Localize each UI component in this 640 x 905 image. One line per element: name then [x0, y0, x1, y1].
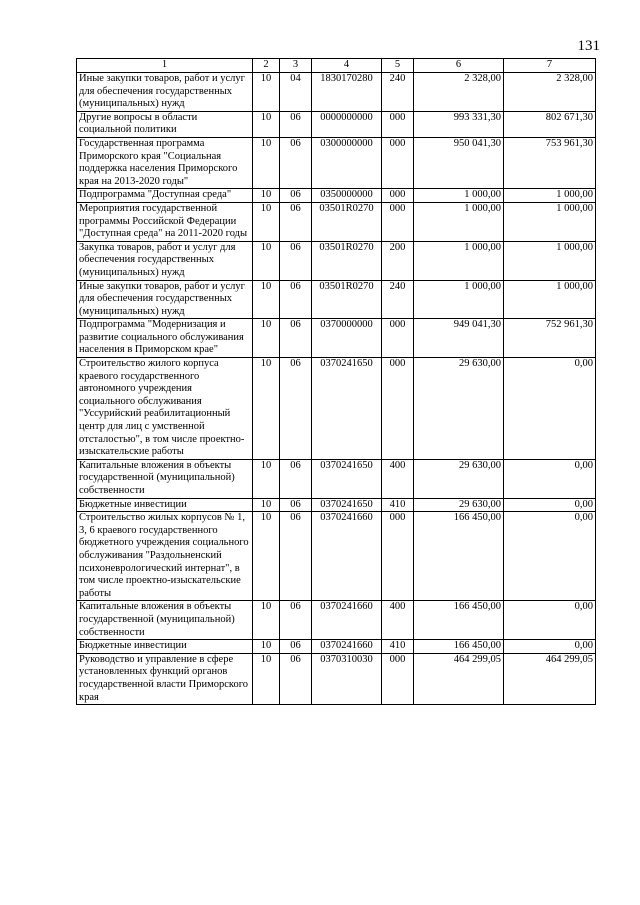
subsection-code: 06 — [280, 601, 312, 640]
row-name: Капитальные вложения в объекты государственной (муниципальной) собственности — [77, 601, 253, 640]
section-code: 10 — [253, 137, 280, 188]
column-header: 3 — [280, 59, 312, 73]
table-row — [77, 640, 596, 654]
amount-col-7: 0,00 — [504, 498, 596, 512]
row-name: Иные закупки товаров, работ и услуг для обеспечения государственных (муниципальных) нужд — [77, 73, 253, 112]
amount-col-6: 166 450,00 — [414, 512, 504, 601]
row-name: Подпрограмма "Модернизация и развитие социального обслуживания населения в Приморском крае" — [77, 319, 253, 358]
amount-col-7: 1 000,00 — [504, 280, 596, 319]
column-header: 2 — [253, 59, 280, 73]
amount-col-7: 1 000,00 — [504, 189, 596, 203]
expense-type-code: 400 — [382, 459, 414, 498]
table-row — [77, 319, 596, 358]
amount-col-7: 0,00 — [504, 640, 596, 654]
table-row — [77, 512, 596, 601]
table-row — [77, 653, 596, 704]
amount-col-6: 993 331,30 — [414, 111, 504, 137]
subsection-code: 06 — [280, 137, 312, 188]
amount-col-6: 950 041,30 — [414, 137, 504, 188]
target-article-code: 0370241660 — [312, 512, 382, 601]
subsection-code: 06 — [280, 241, 312, 280]
row-name: Бюджетные инвестиции — [77, 498, 253, 512]
row-name: Другие вопросы в области социальной политики — [77, 111, 253, 137]
expense-type-code: 000 — [382, 358, 414, 460]
table-row — [77, 241, 596, 280]
target-article-code: 0370241650 — [312, 358, 382, 460]
column-header: 1 — [77, 59, 253, 73]
subsection-code: 06 — [280, 459, 312, 498]
table-row — [77, 202, 596, 241]
expense-type-code: 000 — [382, 111, 414, 137]
section-code: 10 — [253, 459, 280, 498]
subsection-code: 06 — [280, 512, 312, 601]
expense-type-code: 000 — [382, 189, 414, 203]
section-code: 10 — [253, 601, 280, 640]
amount-col-6: 2 328,00 — [414, 73, 504, 112]
amount-col-7: 464 299,05 — [504, 653, 596, 704]
amount-col-6: 29 630,00 — [414, 358, 504, 460]
column-header: 6 — [414, 59, 504, 73]
amount-col-6: 949 041,30 — [414, 319, 504, 358]
section-code: 10 — [253, 280, 280, 319]
row-name: Мероприятия государственной программы Российской Федерации "Доступная среда" на 2011-2020 годы — [77, 202, 253, 241]
target-article-code: 03501R0270 — [312, 280, 382, 319]
amount-col-7: 0,00 — [504, 459, 596, 498]
amount-col-7: 752 961,30 — [504, 319, 596, 358]
amount-col-6: 166 450,00 — [414, 601, 504, 640]
amount-col-7: 1 000,00 — [504, 241, 596, 280]
target-article-code: 0370241650 — [312, 498, 382, 512]
amount-col-6: 29 630,00 — [414, 459, 504, 498]
expense-type-code: 000 — [382, 137, 414, 188]
expense-type-code: 400 — [382, 601, 414, 640]
target-article-code: 03501R0270 — [312, 202, 382, 241]
target-article-code: 0000000000 — [312, 111, 382, 137]
row-name: Подпрограмма "Доступная среда" — [77, 189, 253, 203]
section-code: 10 — [253, 653, 280, 704]
amount-col-6: 166 450,00 — [414, 640, 504, 654]
expense-type-code: 200 — [382, 241, 414, 280]
table-row — [77, 137, 596, 188]
target-article-code: 0370241660 — [312, 601, 382, 640]
amount-col-6: 29 630,00 — [414, 498, 504, 512]
table-row — [77, 601, 596, 640]
header-row — [77, 59, 596, 73]
amount-col-7: 1 000,00 — [504, 202, 596, 241]
expense-type-code: 000 — [382, 512, 414, 601]
row-name: Бюджетные инвестиции — [77, 640, 253, 654]
expense-type-code: 240 — [382, 73, 414, 112]
table-row — [77, 73, 596, 112]
amount-col-7: 753 961,30 — [504, 137, 596, 188]
table-row — [77, 459, 596, 498]
subsection-code: 06 — [280, 189, 312, 203]
subsection-code: 06 — [280, 319, 312, 358]
subsection-code: 06 — [280, 202, 312, 241]
target-article-code: 0370310030 — [312, 653, 382, 704]
amount-col-7: 802 671,30 — [504, 111, 596, 137]
target-article-code: 0370241660 — [312, 640, 382, 654]
section-code: 10 — [253, 498, 280, 512]
target-article-code: 1830170280 — [312, 73, 382, 112]
section-code: 10 — [253, 111, 280, 137]
section-code: 10 — [253, 640, 280, 654]
row-name: Капитальные вложения в объекты государственной (муниципальной) собственности — [77, 459, 253, 498]
subsection-code: 04 — [280, 73, 312, 112]
row-name: Строительство жилого корпуса краевого государственного автономного учреждения социального обслуживания "Уссурийский реабилитационный центр для лиц с умственной отсталостью", в том числе проектно-изыскательские работы — [77, 358, 253, 460]
column-header: 4 — [312, 59, 382, 73]
table-row — [77, 189, 596, 203]
section-code: 10 — [253, 358, 280, 460]
amount-col-7: 0,00 — [504, 358, 596, 460]
budget-table — [76, 58, 596, 705]
expense-type-code: 410 — [382, 498, 414, 512]
target-article-code: 03501R0270 — [312, 241, 382, 280]
section-code: 10 — [253, 73, 280, 112]
column-header: 7 — [504, 59, 596, 73]
expense-type-code: 000 — [382, 653, 414, 704]
section-code: 10 — [253, 202, 280, 241]
row-name: Иные закупки товаров, работ и услуг для обеспечения государственных (муниципальных) нужд — [77, 280, 253, 319]
expense-type-code: 240 — [382, 280, 414, 319]
row-name: Строительство жилых корпусов № 1, 3, 6 краевого государственного бюджетного учреждения социального обслуживания "Раздольненский психоневрологический интернат", в том числе проектно-изыскательские работы — [77, 512, 253, 601]
target-article-code: 0370241650 — [312, 459, 382, 498]
expense-type-code: 000 — [382, 202, 414, 241]
amount-col-6: 1 000,00 — [414, 202, 504, 241]
expense-type-code: 000 — [382, 319, 414, 358]
subsection-code: 06 — [280, 498, 312, 512]
target-article-code: 0300000000 — [312, 137, 382, 188]
target-article-code: 0370000000 — [312, 319, 382, 358]
subsection-code: 06 — [280, 358, 312, 460]
subsection-code: 06 — [280, 111, 312, 137]
amount-col-7: 2 328,00 — [504, 73, 596, 112]
section-code: 10 — [253, 241, 280, 280]
section-code: 10 — [253, 189, 280, 203]
amount-col-6: 1 000,00 — [414, 280, 504, 319]
section-code: 10 — [253, 319, 280, 358]
amount-col-7: 0,00 — [504, 512, 596, 601]
amount-col-6: 1 000,00 — [414, 241, 504, 280]
subsection-code: 06 — [280, 640, 312, 654]
page-number: 131 — [577, 38, 600, 54]
subsection-code: 06 — [280, 653, 312, 704]
subsection-code: 06 — [280, 280, 312, 319]
row-name: Закупка товаров, работ и услуг для обеспечения государственных (муниципальных) нужд — [77, 241, 253, 280]
section-code: 10 — [253, 512, 280, 601]
table-row — [77, 358, 596, 460]
table-row — [77, 280, 596, 319]
expense-type-code: 410 — [382, 640, 414, 654]
amount-col-6: 464 299,05 — [414, 653, 504, 704]
target-article-code: 0350000000 — [312, 189, 382, 203]
table-row — [77, 498, 596, 512]
column-header: 5 — [382, 59, 414, 73]
table-row — [77, 111, 596, 137]
row-name: Руководство и управление в сфере установленных функций органов государственной власти Приморского края — [77, 653, 253, 704]
row-name: Государственная программа Приморского края "Социальная поддержка населения Приморского края на 2013-2020 годы" — [77, 137, 253, 188]
amount-col-7: 0,00 — [504, 601, 596, 640]
amount-col-6: 1 000,00 — [414, 189, 504, 203]
